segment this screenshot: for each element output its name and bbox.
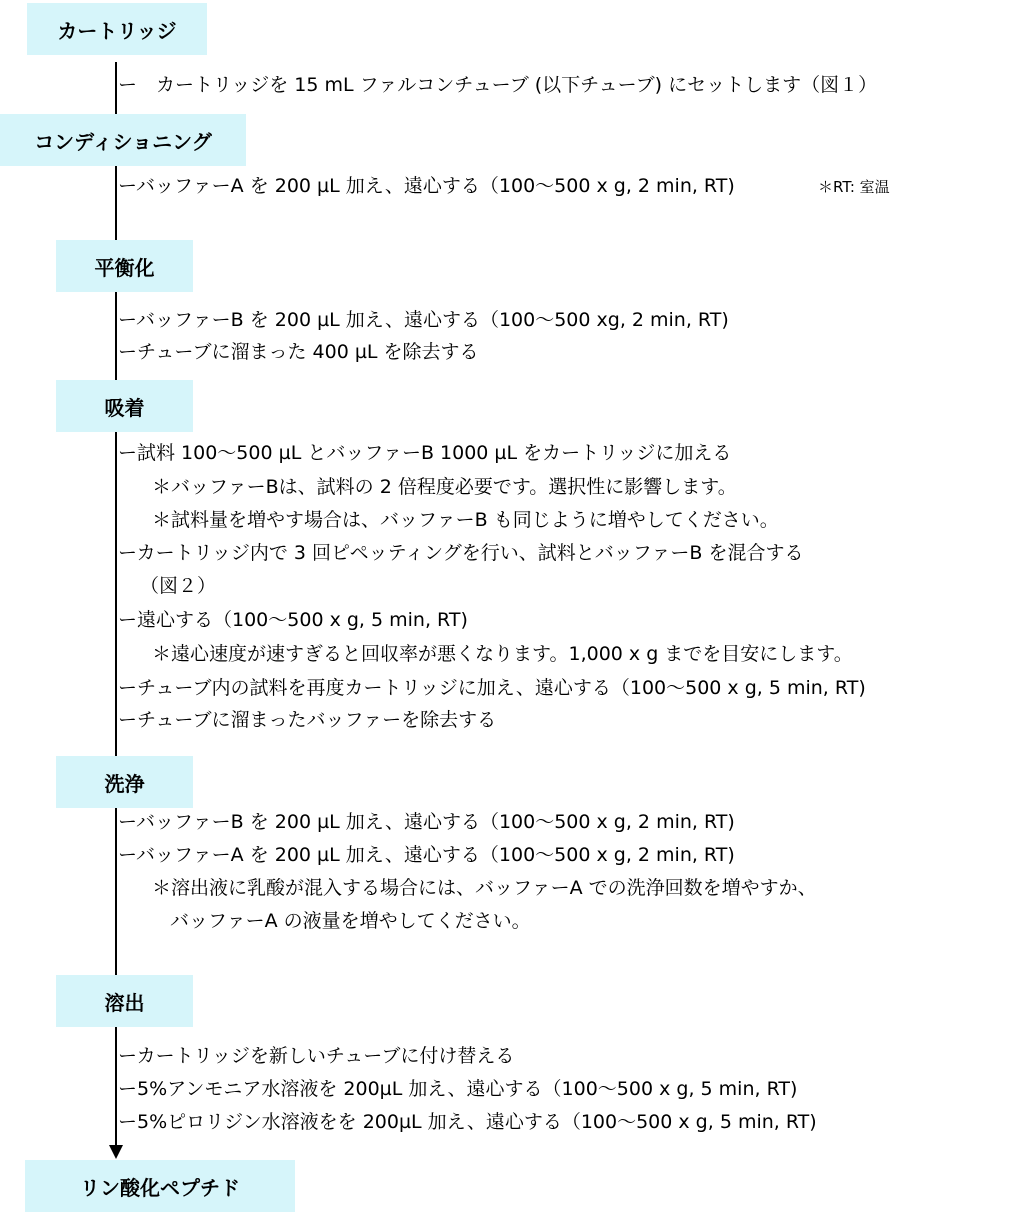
step-line: ーバッファーB を 200 µL 加え、遠心する（100〜500 x g, 2 min, RT) xyxy=(118,811,735,833)
section-conditioning: コンディショニング xyxy=(0,114,246,166)
section-equilibration: 平衡化 xyxy=(56,240,193,292)
step-line: ー カートリッジを 15 mL ファルコンチューブ (以下チューブ) にセットします（図１） xyxy=(118,74,878,96)
step-line: ーカートリッジ内で 3 回ピペッティングを行い、試料とバッファーB を混合する xyxy=(118,542,804,564)
step-line: ー5%ピロリジン水溶液をを 200µL 加え、遠心する（100〜500 x g, 5 min, RT) xyxy=(118,1111,817,1133)
step-line: ーチューブに溜まったバッファーを除去する xyxy=(118,709,497,731)
note-line: ＊RT: 室温 xyxy=(818,178,890,196)
step-line: ー5%アンモニア水溶液を 200µL 加え、遠心する（100〜500 x g, 5 min, RT) xyxy=(118,1078,798,1100)
note-line: バッファーA の液量を増やしてください。 xyxy=(170,910,531,932)
section-elution: 溶出 xyxy=(56,975,193,1027)
step-line: ーバッファーB を 200 µL 加え、遠心する（100〜500 xg, 2 min, RT) xyxy=(118,309,729,331)
section-adsorption: 吸着 xyxy=(56,380,193,432)
note-line: ＊バッファーBは、試料の 2 倍程度必要です。選択性に影響します。 xyxy=(152,476,737,498)
step-line: ーチューブに溜まった 400 µL を除去する xyxy=(118,341,479,363)
step-line: ー試料 100〜500 µL とバッファーB 1000 µL をカートリッジに加える xyxy=(118,442,732,464)
step-line: ーバッファーA を 200 µL 加え、遠心する（100〜500 x g, 2 min, RT) xyxy=(118,844,735,866)
note-line: ＊試料量を増やす場合は、バッファーB も同じように増やしてください。 xyxy=(152,509,779,531)
section-cartridge: カートリッジ xyxy=(27,3,207,55)
step-line: ーチューブ内の試料を再度カートリッジに加え、遠心する（100〜500 x g, 5 min, RT) xyxy=(118,677,866,699)
note-line: ＊溶出液に乳酸が混入する場合には、バッファーA での洗浄回数を増やすか、 xyxy=(152,877,817,899)
step-line: ーバッファーA を 200 µL 加え、遠心する（100〜500 x g, 2 min, RT) xyxy=(118,175,735,197)
section-wash: 洗浄 xyxy=(56,756,193,808)
step-line: （図２） xyxy=(140,575,217,597)
step-line: ー遠心する（100〜500 x g, 5 min, RT) xyxy=(118,609,468,631)
step-line: ーカートリッジを新しいチューブに付け替える xyxy=(118,1045,515,1067)
note-line: ＊遠心速度が速すぎると回収率が悪くなります。1,000 x g までを目安にします。 xyxy=(152,643,853,665)
result-phosphopeptide: リン酸化ペプチド xyxy=(25,1160,295,1212)
flow-arrowhead xyxy=(109,1145,123,1159)
